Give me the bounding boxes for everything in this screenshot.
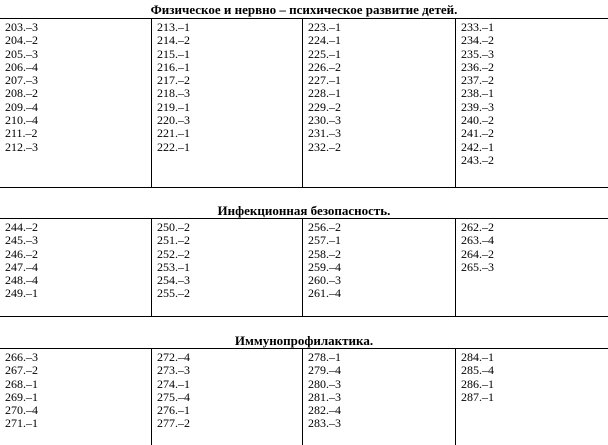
answer-cell: 213.–1 — [157, 20, 190, 34]
answer-cell: 253.–1 — [157, 259, 190, 274]
answer-cell: 248.–4 — [5, 273, 38, 288]
answer-cell: 211.–2 — [5, 126, 38, 141]
answer-cell: 207.–3 — [5, 73, 38, 88]
answer-cell: 273.–3 — [157, 363, 190, 378]
answer-cell: 223.–1 — [308, 20, 341, 34]
answer-cell: 272.–4 — [157, 350, 190, 364]
answer-cell: 243.–2 — [461, 152, 494, 167]
answer-cell: 206.–4 — [5, 59, 38, 74]
table-column — [151, 349, 302, 445]
section-title-physical-development: Физическое и нервно – психическое развитие детей. — [150, 2, 458, 17]
table-column — [151, 219, 302, 316]
answer-cell: 215.–1 — [157, 46, 190, 61]
answer-cell: 222.–1 — [157, 139, 190, 154]
answer-cell: 226.–2 — [308, 59, 341, 74]
answer-cell: 230.–3 — [308, 113, 341, 128]
answer-cell: 270.–4 — [5, 403, 38, 418]
answer-cell: 234.–2 — [461, 33, 494, 48]
answer-cell: 225.–1 — [308, 46, 341, 61]
answer-cell: 227.–1 — [308, 73, 341, 88]
answer-cell: 242.–1 — [461, 139, 494, 154]
answer-cell: 260.–3 — [308, 273, 341, 288]
answer-cell: 280.–3 — [308, 376, 341, 391]
answer-cell: 276.–1 — [157, 403, 190, 418]
answer-cell: 287.–1 — [461, 389, 494, 404]
answer-cell: 236.–2 — [461, 59, 494, 74]
answer-cell: 216.–1 — [157, 59, 190, 74]
table-column — [0, 221, 150, 316]
answer-cell: 267.–2 — [5, 363, 38, 378]
answer-cell: 262.–2 — [461, 220, 494, 234]
answer-cell: 219.–1 — [157, 99, 190, 114]
answer-cell: 249.–1 — [5, 286, 38, 301]
table-column — [0, 21, 150, 187]
answer-cell: 254.–3 — [157, 273, 190, 288]
answer-cell: 210.–4 — [5, 113, 38, 128]
answer-cell: 241.–2 — [461, 126, 494, 141]
answer-cell: 238.–1 — [461, 86, 494, 101]
answer-cell: 208.–2 — [5, 86, 38, 101]
table-column — [455, 349, 608, 445]
answer-cell: 237.–2 — [461, 73, 494, 88]
answer-cell: 264.–2 — [461, 246, 494, 261]
table-column — [302, 349, 453, 445]
section-title-immunoprophylaxis: Иммунопрофилактика. — [234, 333, 374, 348]
answer-cell: 265.–3 — [461, 259, 494, 274]
answer-cell: 229.–2 — [308, 99, 341, 114]
answer-cell: 247.–4 — [5, 259, 38, 274]
answer-cell: 204.–2 — [5, 33, 38, 48]
answer-cell: 220.–3 — [157, 113, 190, 128]
answer-cell: 244.–2 — [5, 220, 38, 234]
answer-cell: 239.–3 — [461, 99, 494, 114]
answer-cell: 212.–3 — [5, 139, 38, 154]
answer-cell: 232.–2 — [308, 139, 341, 154]
answer-cell: 224.–1 — [308, 33, 341, 48]
answer-cell: 286.–1 — [461, 376, 494, 391]
answer-cell: 283.–3 — [308, 416, 341, 431]
answer-cell: 261.–4 — [308, 286, 341, 301]
answer-cell: 221.–1 — [157, 126, 190, 141]
answer-cell: 214.–2 — [157, 33, 190, 48]
answer-cell: 205.–3 — [5, 46, 38, 61]
answer-cell: 266.–3 — [5, 350, 38, 364]
answer-cell: 281.–3 — [308, 389, 341, 404]
answer-cell: 257.–1 — [308, 233, 341, 248]
section-table-immunoprophylaxis — [0, 348, 608, 445]
answer-cell: 268.–1 — [5, 376, 38, 391]
table-column — [455, 219, 608, 316]
table-column — [151, 19, 302, 187]
answer-cell: 246.–2 — [5, 246, 38, 261]
answer-cell: 263.–4 — [461, 233, 494, 248]
section-title-infection-safety: Инфекционная безопасность. — [217, 203, 391, 218]
answer-cell: 228.–1 — [308, 86, 341, 101]
answer-cell: 252.–2 — [157, 246, 190, 261]
answer-cell: 277.–2 — [157, 416, 190, 431]
answer-cell: 250.–2 — [157, 220, 190, 234]
table-column — [302, 219, 453, 316]
answer-cell: 231.–3 — [308, 126, 341, 141]
table-column — [302, 19, 453, 187]
answer-cell: 275.–4 — [157, 389, 190, 404]
answer-cell: 278.–1 — [308, 350, 341, 364]
table-column — [455, 19, 608, 187]
answer-cell: 259.–4 — [308, 259, 341, 274]
answer-cell: 235.–3 — [461, 46, 494, 61]
answer-cell: 203.–3 — [5, 20, 38, 34]
answer-cell: 233.–1 — [461, 20, 494, 34]
section-table-physical-development — [0, 18, 608, 188]
answer-cell: 240.–2 — [461, 113, 494, 128]
answer-cell: 245.–3 — [5, 233, 38, 248]
answer-cell: 256.–2 — [308, 220, 341, 234]
answer-cell: 269.–1 — [5, 389, 38, 404]
answer-cell: 285.–4 — [461, 363, 494, 378]
answer-cell: 251.–2 — [157, 233, 190, 248]
answer-cell: 274.–1 — [157, 376, 190, 391]
answer-cell: 255.–2 — [157, 286, 190, 301]
answer-cell: 282.–4 — [308, 403, 341, 418]
answer-cell: 218.–3 — [157, 86, 190, 101]
answer-cell: 258.–2 — [308, 246, 341, 261]
answer-cell: 284.–1 — [461, 350, 494, 364]
answer-cell: 279.–4 — [308, 363, 341, 378]
section-table-infection-safety — [0, 218, 608, 317]
answer-cell: 271.–1 — [5, 416, 38, 431]
answer-cell: 209.–4 — [5, 99, 38, 114]
table-column — [0, 351, 150, 445]
answer-cell: 217.–2 — [157, 73, 190, 88]
